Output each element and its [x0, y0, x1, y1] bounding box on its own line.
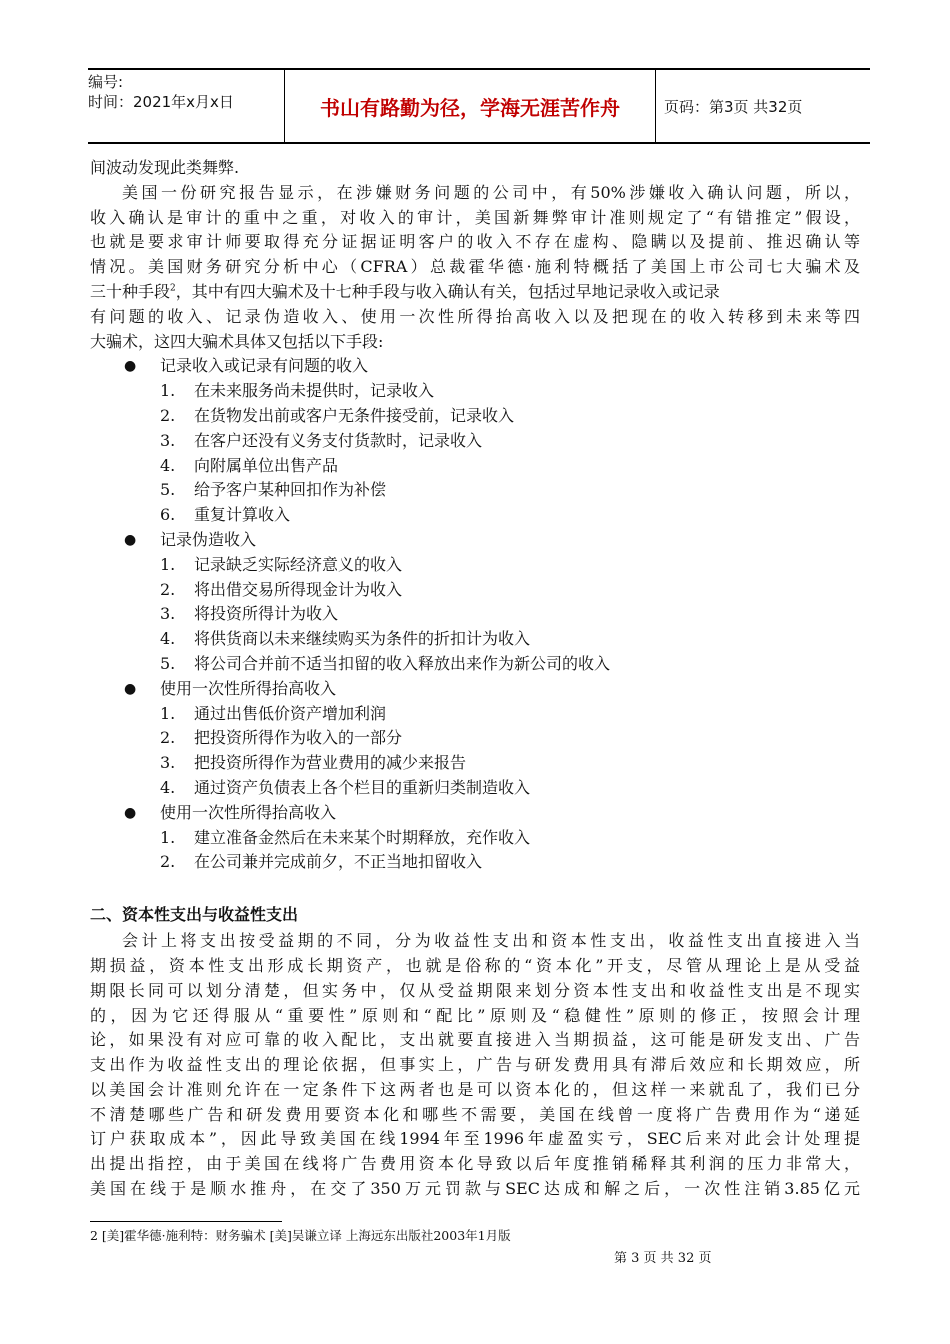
list-item-number: 1.	[160, 554, 176, 574]
list-item	[90, 776, 860, 801]
text-line: 订户获取成本”，因此导致美国在线1994年至1996年虚盈实亏，SEC后来对此会计处理提	[90, 1129, 860, 1149]
code-label: 编号:	[88, 73, 124, 91]
list-item	[90, 751, 860, 776]
footnote-divider	[90, 1221, 282, 1222]
text-span: ，其中有四大骗术及十七种手段与收入确认有关，包括过早地记录收入或记录	[175, 281, 720, 301]
list-item-text: 给予客户某种回扣作为补偿	[194, 480, 387, 500]
list-item-text: 重复计算收入	[194, 505, 291, 525]
list-item-text: 在公司兼并完成前夕，不正当地扣留收入	[194, 852, 483, 872]
list-item	[90, 379, 860, 404]
list-item-number: 5.	[160, 480, 176, 500]
list-item-number: 4.	[160, 629, 176, 649]
text-line: 支出作为收益性支出的理论依据，但事实上，广告与研发费用具有滞后效应和长期效应，所	[90, 1055, 860, 1075]
list-item-number: 1.	[160, 381, 176, 401]
text-line: 美国一份研究报告显示，在涉嫌财务问题的公司中，有50%涉嫌收入确认问题，所以，	[122, 182, 860, 202]
list-item-number: 2.	[160, 405, 176, 425]
list-item-text: 把投资所得作为营业费用的减少来报告	[194, 753, 467, 773]
text-line: 收入确认是审计的重中之重，对收入的审计，美国新舞弊审计准则规定了“有错推定”假设，	[90, 207, 860, 227]
list-item-text: 在未来服务尚未提供时，记录收入	[194, 381, 435, 401]
list-item	[90, 702, 860, 727]
text-line-with-footnote-ref	[90, 280, 860, 305]
list-item-number: 5.	[160, 653, 176, 673]
bullet-groups	[90, 354, 860, 875]
list-item-number: 2.	[160, 852, 176, 872]
footnote: 2 [美]霍华德·施利特：财务骗术 [美]吴谦立译 上海远东出版社2003年1月版	[90, 1228, 511, 1243]
header-motto: 书山有路勤为径，学海无涯苦作舟	[285, 70, 656, 142]
bullet-title: 使用一次性所得抬高收入	[160, 678, 337, 698]
list-item-text: 通过出售低价资产增加利润	[194, 703, 387, 723]
bullet-dot-icon: ●	[124, 680, 137, 697]
list-item	[90, 503, 860, 528]
text-line: 的，因为它还得服从“重要性”原则和“配比”原则及“稳健性”原则的修正，按照会计理	[90, 1005, 860, 1025]
list-item	[90, 404, 860, 429]
text-line: 大骗术，这四大骗术具体又包括以下手段:	[90, 331, 384, 351]
page-header	[88, 68, 870, 144]
text-line: 不清楚哪些广告和研发费用要资本化和哪些不需要，美国在线曾一度将广告费用作为“递延	[90, 1104, 860, 1124]
list-item	[90, 454, 860, 479]
list-item-text: 在货物发出前或客户无条件接受前，记录收入	[194, 405, 515, 425]
text-line: 以美国会计准则允许在一定条件下这两者也是可以资本化的，但这样一来就乱了，我们已分	[90, 1079, 860, 1099]
list-item	[90, 478, 860, 503]
list-item-number: 1.	[160, 827, 176, 847]
list-item-text: 在客户还没有义务支付货款时，记录收入	[194, 430, 483, 450]
list-item-text: 将供货商以未来继续购买为条件的折扣计为收入	[194, 629, 531, 649]
bullet-item	[90, 677, 860, 702]
bullet-item	[90, 801, 860, 826]
list-item-number: 4.	[160, 777, 176, 797]
list-item	[90, 553, 860, 578]
text-line: 间波动发现此类舞弊.	[90, 158, 240, 177]
section-heading: 二、资本性支出与收益性支出	[90, 905, 299, 925]
text-line: 有问题的收入、记录伪造收入、使用一次性所得抬高收入以及把现在的收入转移到未来等四	[90, 306, 860, 326]
bullet-item	[90, 528, 860, 553]
list-item-number: 2.	[160, 728, 176, 748]
list-item-text: 通过资产负债表上各个栏目的重新归类制造收入	[194, 777, 531, 797]
list-item-number: 1.	[160, 703, 176, 723]
text-span: 三十种手段	[90, 281, 171, 301]
text-line: 也就是要求审计师要取得充分证据证明客户的收入不存在虚构、隐瞒以及提前、推迟确认等	[90, 232, 860, 252]
text-line: 期限长同可以划分清楚，但实务中，仅从受益期限来划分资本性支出和收益性支出是不现实	[90, 980, 860, 1000]
list-item-text: 将投资所得计为收入	[194, 604, 339, 624]
list-item-number: 2.	[160, 579, 176, 599]
list-item-text: 向附属单位出售产品	[194, 455, 339, 475]
bullet-dot-icon: ●	[124, 358, 137, 375]
footnote-ref[interactable]: 2	[170, 283, 176, 294]
list-item-text: 建立准备金然后在未来某个时期释放，充作收入	[194, 827, 531, 847]
list-item	[90, 826, 860, 851]
list-item	[90, 578, 860, 603]
list-item-text: 记录缺乏实际经济意义的收入	[194, 554, 403, 574]
time-label: 时间：2021年x月x日	[88, 93, 234, 111]
text-line: 论，如果没有对应可靠的收入配比，支出就要直接进入当期损益，这可能是研发支出、广告	[90, 1030, 860, 1050]
list-item	[90, 627, 860, 652]
page-number: 第 3 页 共 32 页	[614, 1251, 712, 1266]
text-line: 情况。美国财务研究分析中心（CFRA）总裁霍华德·施利特概括了美国上市公司七大骗术及	[90, 257, 860, 277]
bullet-dot-icon: ●	[124, 804, 137, 821]
list-item	[90, 850, 860, 875]
text-line: 期损益，资本性支出形成长期资产，也就是俗称的“资本化”开支，尽管从理论上是从受益	[90, 955, 860, 975]
text-line: 会计上将支出按受益期的不同，分为收益性支出和资本性支出，收益性支出直接进入当	[122, 931, 860, 951]
header-page-info: 页码：第3页 共32页	[664, 97, 803, 116]
list-item	[90, 652, 860, 677]
list-item-number: 3.	[160, 430, 176, 450]
list-item	[90, 429, 860, 454]
list-item-number: 6.	[160, 505, 176, 525]
list-item-number: 4.	[160, 455, 176, 475]
bullet-title: 使用一次性所得抬高收入	[160, 802, 337, 822]
list-item-number: 3.	[160, 753, 176, 773]
list-item	[90, 726, 860, 751]
list-item-number: 3.	[160, 604, 176, 624]
bullet-title: 记录伪造收入	[160, 529, 257, 549]
list-item-text: 将出借交易所得现金计为收入	[194, 579, 403, 599]
bullet-title: 记录收入或记录有问题的收入	[160, 356, 369, 376]
bullet-dot-icon: ●	[124, 531, 137, 548]
list-item	[90, 602, 860, 627]
list-item-text: 将公司合并前不适当扣留的收入释放出来作为新公司的收入	[194, 653, 611, 673]
header-left-cell	[88, 70, 285, 142]
text-line: 美国在线于是顺水推舟，在交了350万元罚款与SEC达成和解之后，一次性注销3.85亿元	[90, 1179, 860, 1199]
bullet-item	[90, 354, 860, 379]
document-body	[90, 156, 860, 1202]
text-line: 出提出指控，由于美国在线将广告费用资本化导致以后年度推销稀释其利润的压力非常大，	[90, 1154, 860, 1174]
list-item-text: 把投资所得作为收入的一部分	[194, 728, 403, 748]
